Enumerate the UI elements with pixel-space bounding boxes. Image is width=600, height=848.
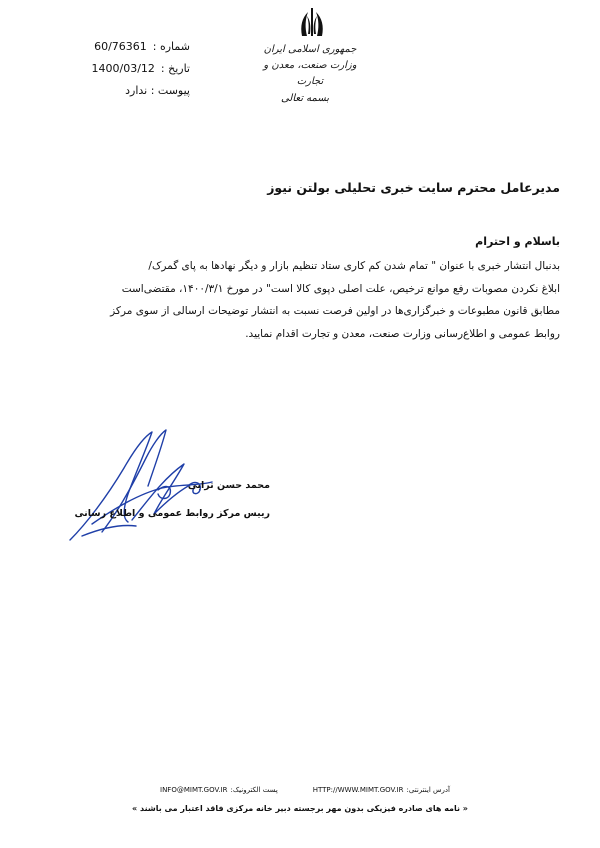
number-label: شماره : xyxy=(152,40,190,53)
signer-block xyxy=(50,472,270,528)
date-row xyxy=(50,58,190,80)
signer-name: محمد حسن ترابی xyxy=(187,480,270,491)
footer-email xyxy=(160,786,278,794)
bismillah: بسمه تعالی xyxy=(280,93,330,104)
body-line: ابلاغ نکردن مصوبات رفع موانع ترخیص، علت اصلی دپوی کالا است" در مورخ ۱۴۰۰/۳/۱، مقتضی‌است xyxy=(121,282,560,295)
website-link[interactable]: HTTP://WWW.MIMT.GOV.IR xyxy=(312,786,404,794)
footer-contacts xyxy=(160,786,450,794)
body-line: روابط عمومی و اطلاع‌رسانی وزارت صنعت، معدن و تجارت اقدام نمایید. xyxy=(245,327,560,340)
attachment-label: پیوست : ندارد xyxy=(125,84,190,97)
date-value: 1400/03/12 xyxy=(91,62,155,75)
ministry-line: جمهوری اسلامی ایران xyxy=(263,44,357,55)
letter-body xyxy=(35,255,560,345)
letter-meta xyxy=(50,36,190,102)
ministry-line: وزارت صنعت، معدن و تجارت xyxy=(263,60,357,87)
ministry-name xyxy=(250,42,370,90)
date-label: تاریخ : xyxy=(160,62,190,75)
number-value: 60/76361 xyxy=(94,40,147,53)
number-row xyxy=(50,36,190,58)
body-line: بدنبال انتشار خبری با عنوان " تمام شدن کم کاری ستاد تنظیم بازار و دیگر نهادها به پای گمرک/ xyxy=(148,260,560,272)
footer-note: « نامه های صادره فیزیکی بدون مهر برجسته دبیر خانه مرکزی فاقد اعتبار می باشند » xyxy=(132,804,468,813)
footer-website xyxy=(313,786,450,794)
greeting: باسلام و احترام xyxy=(475,235,560,248)
website-label: آدرس اینترنتی: xyxy=(406,786,450,794)
body-line: مطابق قانون مطبوعات و خبرگزاری‌ها در اولین فرصت نسبت به انتشار توضیحات ارسالی از سوی مرکز xyxy=(110,305,560,317)
addressee: مدیرعامل محترم سایت خبری تحلیلی بولتن نیوز xyxy=(267,180,560,195)
signer-title: رییس مرکز روابط عمومی و اطلاع رسانی xyxy=(74,508,270,519)
attachment-row xyxy=(50,80,190,102)
email-link[interactable]: INFO@MIMT.GOV.IR xyxy=(160,786,228,794)
email-label: پست الکترونیک: xyxy=(230,786,278,794)
iran-emblem-icon xyxy=(296,6,328,38)
